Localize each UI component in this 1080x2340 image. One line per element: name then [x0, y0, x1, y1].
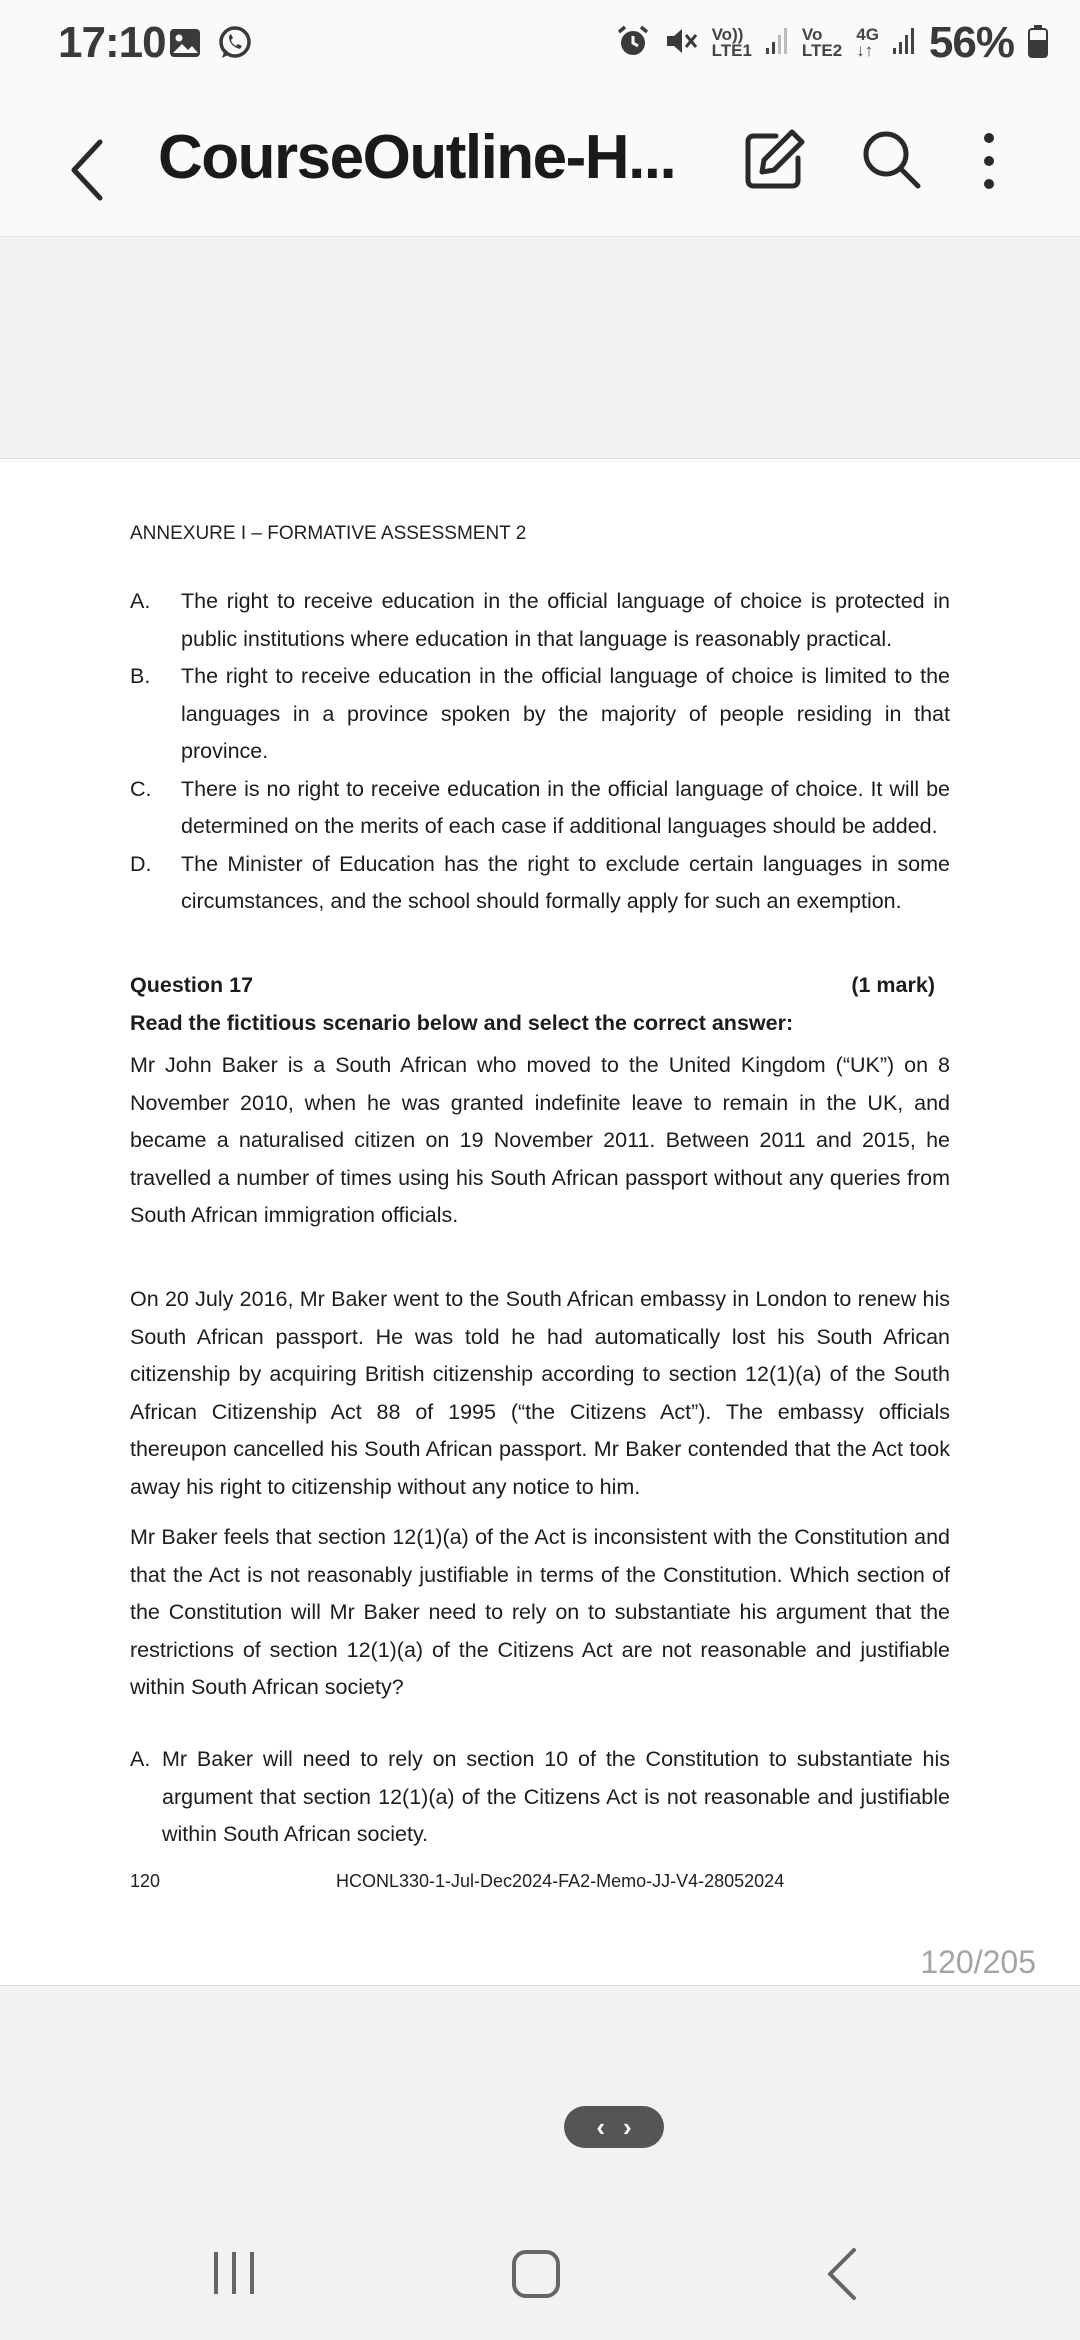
option-text: The right to receive education in the official language of choice is protected in public institutions where education in that language is reasonably practical.: [181, 589, 950, 651]
home-icon: [508, 2246, 564, 2302]
more-vert-icon: [964, 128, 1014, 194]
status-left-icons: [168, 24, 254, 67]
option-letter: D.: [130, 851, 152, 876]
status-bar: [0, 0, 1080, 90]
sim1-bottom: LTE1: [711, 41, 752, 60]
scenario-paragraph-3: Mr Baker feels that section 12(1)(a) of the Act is inconsistent with the Constitution and that the Act is not reasonably justifiable in terms of the Constitution. Which section of the Constitution will Mr Baker need to rely on to substantiate his argument that the restrictions of section 12(1)(a) of the Citizens Act are not reasonable and justifiable within South African society?: [130, 1525, 950, 1699]
alarm-icon: [616, 24, 650, 63]
answer-options: [130, 1741, 950, 1854]
recent-apps-icon: [210, 2248, 260, 2298]
answer-letter: A.: [130, 1747, 151, 1771]
page-number: 120: [130, 1871, 161, 1891]
option-letter: B.: [130, 664, 151, 688]
option-letter: A.: [130, 589, 151, 613]
page-counter: 120/205: [920, 1944, 1036, 1980]
answer-text: Mr Baker will need to rely on section 10 of the Constitution to substantiate his argument that section 12(1)(a) of the Citizens Act is not reasonable and justifiable within South African society.: [162, 1747, 950, 1846]
search-button[interactable]: [858, 126, 924, 192]
back-nav-icon: [818, 2244, 868, 2304]
sim1-top: Vo)): [711, 25, 744, 44]
network-label: 4G: [856, 25, 879, 44]
answer-option-a: [130, 1741, 950, 1854]
option-item: [130, 583, 950, 658]
recent-apps-button[interactable]: [210, 2248, 260, 2298]
system-navigation-bar: [0, 2220, 1080, 2340]
battery-percent: 56%: [928, 18, 1014, 67]
annex-heading: ANNEXURE I – FORMATIVE ASSESSMENT 2: [130, 523, 527, 544]
back-button[interactable]: [60, 130, 120, 210]
document-title: CourseOutline-H...: [158, 123, 676, 192]
option-text: The right to receive education in the official language of choice is limited to the languages in a province spoken by the majority of people residing in that province.: [181, 664, 950, 763]
footer-code: HCONL330-1-Jul-Dec2024-FA2-Memo-JJ-V4-28052024: [336, 1871, 785, 1891]
search-icon: [858, 126, 924, 192]
home-button[interactable]: [508, 2246, 564, 2302]
battery-icon: [1028, 24, 1048, 63]
data-arrows-icon: ↓↑: [856, 41, 874, 60]
scenario-paragraph-1: Mr John Baker is a South African who moved to the United Kingdom (“UK”) on 8 November 2010, when he was granted indefinite leave to remain in the UK, and became a naturalised citizen on 19 November 2011. Between 2011 and 2015, he travelled a number of times using his South African passport without any queries from South African immigration officials.: [130, 1053, 950, 1227]
signal-icon: [766, 26, 788, 61]
sim2-bottom: LTE2: [801, 41, 843, 60]
app-bar: [0, 90, 1080, 237]
option-item: [130, 658, 950, 771]
network-type: [856, 27, 879, 59]
prev-page-button[interactable]: ‹: [596, 2112, 605, 2142]
gallery-icon: [168, 26, 202, 65]
more-options-button[interactable]: [964, 128, 1014, 194]
sim2-top: Vo: [801, 25, 823, 44]
sim1-label: [712, 27, 752, 59]
option-text: There is no right to receive education in the official language of choice. It will be determined on the merits of each case if additional languages should be added.: [181, 776, 950, 838]
status-right-icons: [616, 18, 1048, 68]
back-icon: [60, 130, 120, 210]
signal-icon-2: [893, 26, 915, 61]
system-back-button[interactable]: [818, 2244, 868, 2304]
status-time: 17:10: [58, 18, 166, 67]
mute-icon: [664, 24, 698, 63]
whatsapp-icon: [216, 24, 254, 67]
option-item: [130, 846, 950, 921]
question-instruction: Read the fictitious scenario below and select the correct answer:: [130, 1011, 794, 1035]
option-text: The Minister of Education has the right to exclude certain languages in some circumstances, and the school should formally apply for such an exemption.: [181, 851, 950, 913]
sim2-label: [802, 27, 842, 59]
option-letter: C.: [130, 776, 152, 801]
scenario-paragraph-2: On 20 July 2016, Mr Baker went to the South African embassy in London to renew his South African passport. He was told he had automatically lost his South African citizenship by acquiring British citizenship according to section 12(1)(a) of the South African Citizenship Act 88 of 1995 (“the Citizens Act”). The embassy officials thereupon cancelled his South African passport. Mr Baker contended that the Act took away his right to citizenship without any notice to him.: [130, 1287, 950, 1499]
option-item: [130, 771, 950, 846]
page-nav-pill[interactable]: [564, 2106, 664, 2148]
previous-options-list: [130, 583, 950, 921]
edit-button[interactable]: [742, 126, 808, 192]
document-page: [0, 458, 1080, 1986]
question-header: [130, 973, 935, 998]
question-marks: (1 mark): [851, 973, 935, 997]
edit-icon: [742, 126, 808, 192]
next-page-button[interactable]: ›: [623, 2112, 632, 2142]
question-title: Question 17: [130, 973, 254, 997]
